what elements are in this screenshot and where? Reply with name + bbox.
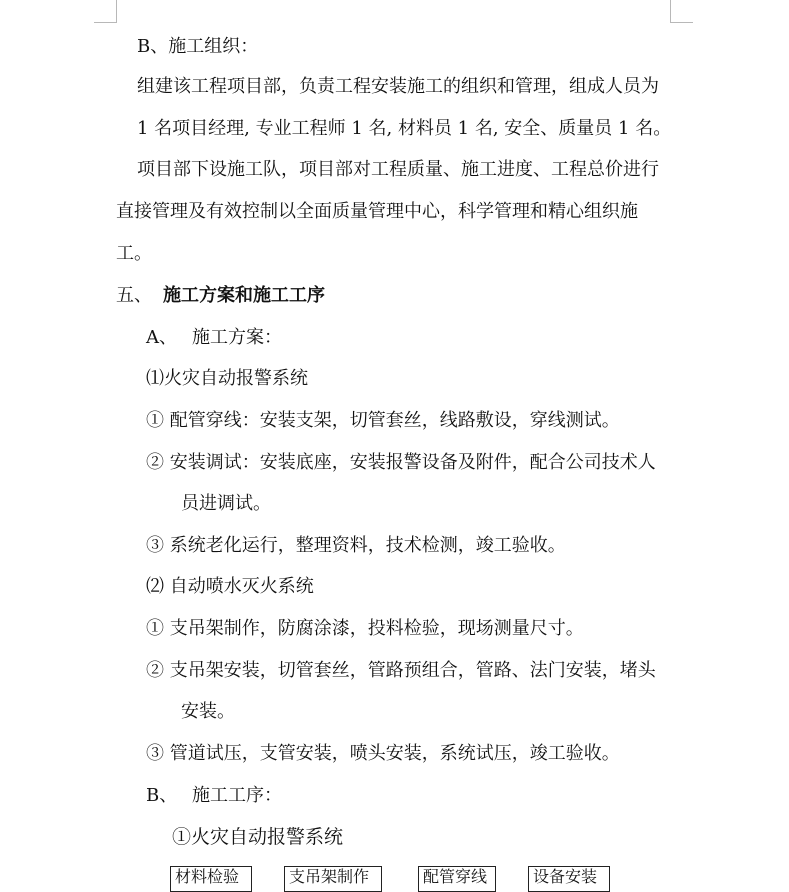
process-fire-alarm-heading: ①火灾自动报警系统 <box>172 826 344 848</box>
sprinkler-system-heading: ⑵ 自动喷水灭火系统 <box>146 576 314 597</box>
process-prefix: B、 <box>146 785 178 806</box>
organization-paragraph-line: 组建该工程项目部，负责工程安装施工的组织和管理，组成人员为 <box>137 76 659 97</box>
list-item: ① 配管穿线：安装支架，切管套丝，线路敷设，穿线测试。 <box>146 410 620 431</box>
section-heading: 施工方案和施工工序 <box>163 285 325 306</box>
plan-prefix: A、 <box>146 327 177 348</box>
department-paragraph-line: 项目部下设施工队，项目部对工程质量、施工进度、工程总价进行 <box>137 159 659 180</box>
page-corner-mark-left <box>94 0 117 23</box>
list-item-continuation: 员进调试。 <box>181 493 271 514</box>
page-corner-mark-right <box>670 0 693 23</box>
plan-heading: 施工方案： <box>192 327 282 348</box>
list-item: ③ 系统老化运行，整理资料，技术检测，竣工验收。 <box>146 535 566 556</box>
fire-alarm-system-heading: ⑴火灾自动报警系统 <box>146 368 308 389</box>
list-item: ③ 管道试压，支管安装，喷头安装，系统试压，竣工验收。 <box>146 743 620 764</box>
list-item: ② 安装调试：安装底座，安装报警设备及附件，配合公司技术人 <box>146 452 656 473</box>
department-paragraph-line: 直接管理及有效控制以全面质量管理中心，科学管理和精心组织施 <box>116 201 638 222</box>
flow-step-box: 支吊架制作 <box>284 866 382 892</box>
list-item: ① 支吊架制作，防腐涂漆，投料检验，现场测量尺寸。 <box>146 618 584 639</box>
b-organization-heading: B、施工组织： <box>137 36 259 57</box>
list-item-continuation: 安装。 <box>181 701 235 722</box>
flow-step-box: 材料检验 <box>170 866 252 892</box>
section-number: 五、 <box>116 285 152 306</box>
list-item: ② 支吊架安装，切管套丝，管路预组合，管路、法门安装，堵头 <box>146 660 656 681</box>
department-paragraph-line: 工。 <box>116 243 152 264</box>
organization-paragraph-line: 1 名项目经理, 专业工程师 1 名, 材料员 1 名, 安全、质量员 1 名。 <box>137 118 672 139</box>
flow-step-box: 设备安装 <box>528 866 610 892</box>
process-heading: 施工工序： <box>192 785 282 806</box>
flow-step-box: 配管穿线 <box>418 866 496 892</box>
